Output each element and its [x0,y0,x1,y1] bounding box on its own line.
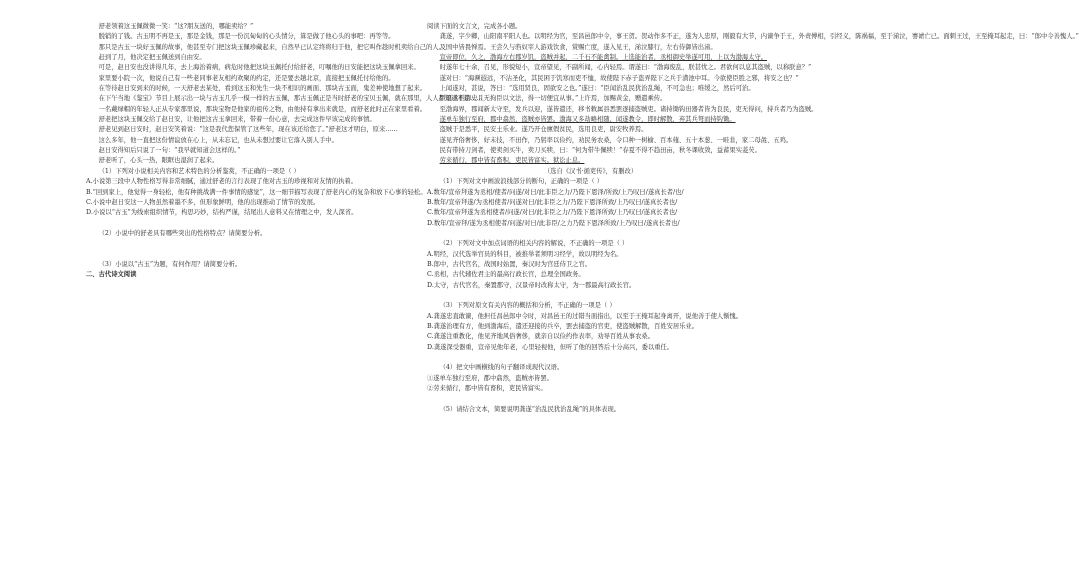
story-paragraph: 在等待赵日安到来的时候，一天舒老去某处，看到这玉和先生一块不相识的画面、那块古玉面，鬼差神使地想了起来。 [98,85,427,93]
passage-source: （选自《汉书·循吏传》，有删改） [543,167,638,175]
passage-line: 及国中皆畏惮焉。王尝久与驺奴宰人游戏饮食，赏赐亡度，遂入见王，涕泣膝行，左右侍御皆出涕。 [439,43,717,51]
passage-line: 时遂年七十余，召见，形貌短小，宣帝望见，不副所闻，心内轻焉。谓遂曰：“渤海废乱，朕甚忧之。君欲何以息其盗贼，以称朕意？” [439,64,812,72]
question-1: （1）下列对文中画波浪线部分的断句，正确的一项是（ ） [439,178,604,186]
option-a: A.小说第三段中人物性格写得非常细腻，通过舒老的言行表现了他对古玉的珍视和对友情的执着。 [86,178,358,186]
story-paragraph: 这么多年，他一直把这份情谊放在心上，从未忘记，也从未想过要让它落入别人手中。 [98,136,338,144]
passage-line: 臣愿丞相御史且无拘臣以文法，得一切便宜从事。”上许焉，加赐黄金，赠遣乘传。 [439,95,667,103]
story-paragraph: 舒老领着这玉佩微微一笑：“这?朋友送的，哪能卖给？” [98,23,254,30]
passage-intro: 阅读下面的文言文，完成各小题。 [427,23,522,30]
option-d: D.太守，古代官名，秦置郡守，汉景帝时改称太守，为一郡最高行政长官。 [427,281,636,289]
story-paragraph: 家里要小院一次，他说自己有一些老同事老友相约欢聚的约定，还是要去趟北京，直接把玉佩托付给他的。 [98,74,395,82]
story-paragraph: 舒老听了，心头一热，眼眶也湿润了起来。 [98,157,219,165]
option-d: D.数年/宣帝拜/遂为丞相使者/问遂/对曰/此非臣/之力乃陛下恩泽所致/上乃叹曰/遂真长者也/ [427,219,680,227]
option-d: D.龚遂深受器重，宣帝见他年老，心里轻视他，但听了他的回答后十分高兴，委以重任。 [427,343,674,351]
story-paragraph: 那只是古玉一块好玉佩的故事，他甚至专门把这块玉佩珍藏起来，自然早已认定终将归于他，把它叫作趁时机卖给自己的人。 [98,43,445,51]
option-b: B.数年/宣帝拜遂/为丞相使者/问遂对曰/此非臣之力/乃陛下恩泽所致/上乃叹曰/遂真长者也/ [427,198,678,206]
story-paragraph: 舒老把这块玉佩交给了赵日安，让他把这古玉拿回来，带着一份心意，去完成这件早该完成的事情。 [98,116,376,124]
story-paragraph: 可是，赵日安也没讲得几年，去上海治着病，病危时他把这块玉佩托付给舒老，叮嘱他的日安能把这块玉佩拿回来。 [98,64,420,72]
passage-line: 民有带持刀剑者，使卖剑买牛，卖刀买犊，曰：“何为带牛佩犊！”春夏不得不趋田亩，秋冬课收敛，益蓄果实菱芡。 [439,147,761,155]
question-4: （4）把文中画横线的句子翻译成现代汉语。 [439,364,564,372]
story-paragraph: 赶到了月，他决定把玉佩送到自由安。 [98,54,206,62]
story-paragraph: 舒老见到赵日安时，赵日安笑着说：“这是我代您保管了这些年，现在该还给您了。”舒老这才明白，原来…… [98,126,398,134]
option-a: A.数年/宣帝拜遂为丞相/使者/问遂/对曰/此非臣之力/乃陛下恩泽/所致/上乃叹曰/遂真长者/也/ [427,188,684,196]
passage-line: 遂单车独行至府，郡中翕然，盗贼亦皆罢。渤海又多劫略相随，闻遂教令，即时解散，弃其兵弩而持钩锄。 [439,116,736,124]
question-3: （3）下列对原文有关内容的概括和分析，不正确的一项是（ ） [439,302,616,310]
translation-item: ②劳来循行，郡中皆有畜积，吏民皆富实。 [427,385,547,393]
classical-passage [427,32,1079,166]
translation-item: ①遂单车独行至府，郡中翕然，盗贼亦皆罢。 [427,374,553,382]
question-3: （3）小说以“古玉”为题，有何作用？请简要分析。 [98,260,242,268]
passage-line: 至渤海界，郡闻新太守至，发兵以迎，遂皆遣还，移书敕属县悉罢逐捕盗贼吏。诸持锄钩田器者皆为良民，吏无得问，持兵者乃为盗贼。 [439,105,818,113]
option-a: A.明经，汉代选举官员的科目，被推举者须明习经学，故以明经为名。 [427,250,623,258]
option-d: D.小说以“古玉”为线索组织情节，构思巧妙，结构严谨，结尾出人意料又在情理之中，发人深省。 [86,209,358,217]
passage-line: 遂见齐俗奢侈，好末技，不田作，乃躬率以俭约，劝民务农桑，令口种一树榆、百本薤、五十本葱、一畦韭，家二母彘、五鸡。 [439,136,793,144]
passage-line: 盗贼于是悉平，民安土乐业。遂乃开仓廪假贫民，选用良吏，尉安牧养焉。 [439,126,648,134]
question-2: （2）下列对文中加点词语的相关内容的解说，不正确的一项是（ ） [439,240,629,248]
option-c: C.小说中赵日安这一人物虽然着墨不多，但形象鲜明，他的出现推动了情节的发展。 [86,198,320,206]
section-heading: 二、古代诗文阅读 [86,271,137,279]
story-paragraph: 一名戴绿帽的年轻人正从专家那里说，那块宝物是他家的祖传之物，由他持有拿出来就是，而舒老此时正在家里看着。 [98,105,427,113]
question-1: （1）下列对小说相关内容和艺术特色的分析鉴赏，不正确的一项是（ ） [98,167,300,175]
option-b: B.郎中，古代官名，战国时始置，秦汉时为宫廷侍卫之官。 [427,260,592,268]
option-c: C.龚遂注重教化，他见齐地风俗奢侈，就亲自以俭约作表率，劝导百姓从事农桑。 [427,333,654,341]
story-paragraph: 在下午当地《鉴宝》节目上展示出一块与古玉几乎一模一样的古玉佩，那古玉佩正是当时舒老的宝贝玉佩，就在那里，人人都知道不是…… [98,95,483,103]
option-b: B.龚遂治理有方，他到渤海后，遣还迎接的兵卒，罢去捕盗的官吏，使盗贼解散，百姓安居乐业。 [427,322,699,330]
option-c: C.丞相，古代辅佐君主的最高行政长官，总理全国政务。 [427,271,585,279]
question-2: （2）小说中的舒老具有哪些突出的性格特点？请简要分析。 [98,229,267,237]
passage-line: 龚遂，字少卿，山阳南平阳人也。以明经为官，至昌邑郎中令，事王贺。贺动作多不正，遂为人忠厚，刚毅有大节，内谏争于王，外责傅相，引经义，陈祸福，至于涕泣，謇谑亡已。面刺王过，王至掩耳起走，曰：“郎中令善愧人。” [439,33,1079,41]
passage-line: 遂对曰：“海濒遐远，不沾圣化，其民困于饥寒而吏不恤，故使陛下赤子盗弄陛下之兵于潢池中耳。今欲使臣胜之邪，将安之也？” [439,74,799,82]
story-paragraph: 脱销的了钱。古玉明不再是玉，那是金钱，那是一份沉甸甸的心头情分，算是做了他心头的事吧：再等等。 [98,33,395,41]
option-a: A.龚遂忠直敢谏，他担任昌邑郎中令时，对昌邑王的过错当面指出，以至于王掩耳起身离开，说他善于使人惭愧。 [427,312,743,320]
passage-line: 宣帝即位，久之，渤海左右郡岁饥，盗贼并起，二千石不能禽制。上选能治者，丞相御史举遂可用，上以为渤海太守。 [439,54,768,62]
option-b: B.“回到家上，他觉得一身轻松，他有种挑战满一件事情的感觉”，这一细节描写表现了舒老内心的复杂和放下心事的轻松。 [86,188,427,196]
option-c: C.数年/宣帝拜遂为丞相使者/问遂/对曰/此非臣之力/乃陛下恩泽所致/上乃叹曰/遂真长者也/ [427,209,678,217]
story-paragraph: 赵日安得知后只说了一句：“我早就知道会这样的。” [98,147,241,155]
right-column [427,22,1079,415]
passage-line: 上闻遂对，甚说，答曰：“选用贤良，固欲安之也。”遂曰：“臣闻治乱民犹治乱绳，不可急也；唯缓之，然后可治。 [439,85,755,93]
passage-line: 劳来循行，郡中皆有畜积，吏民皆富实。狱讼止息。 [439,157,585,165]
question-5: （5）请结合文本，简要说明龚遂“治乱民犹治乱绳”的具体表现。 [439,405,621,413]
